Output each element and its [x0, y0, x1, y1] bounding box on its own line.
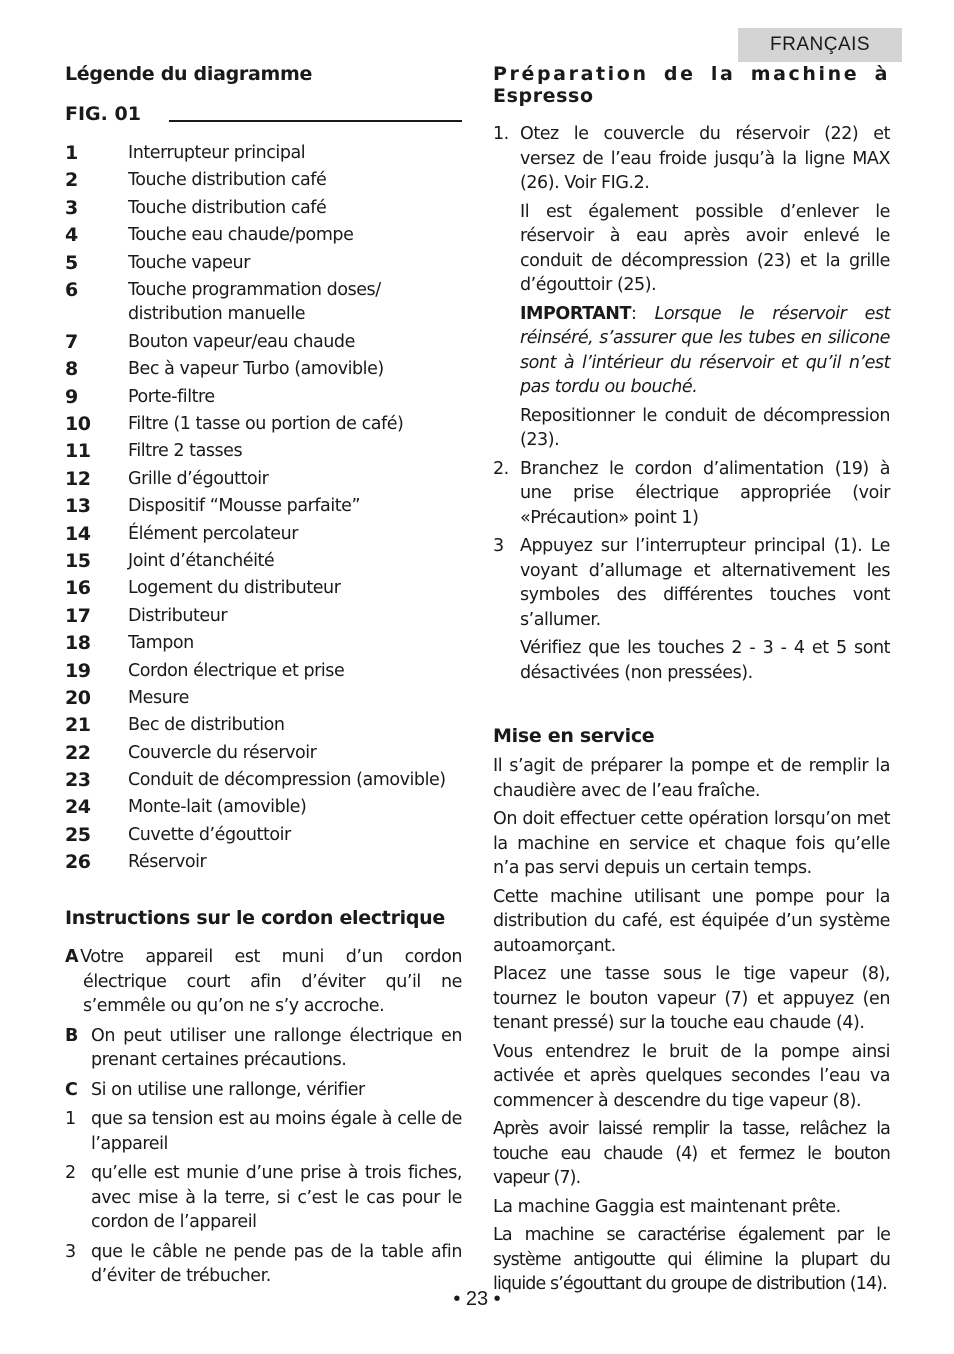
cord-item — [65, 1107, 462, 1156]
service-paragraph: La machine se caractérise également par le système antigoutte qui élimine la plupart du liquide s’égouttant du groupe de distribution (14). — [493, 1225, 890, 1294]
legend-item — [65, 850, 462, 875]
legend-item-text: Filtre (1 tasse ou portion de café) — [128, 414, 404, 435]
legend-item-text: Interrupteur principal — [128, 143, 306, 163]
figure-rule — [169, 120, 462, 122]
legend-item-text: Bec à vapeur Turbo (amovible) — [128, 359, 384, 380]
step-number: 1. — [493, 124, 509, 144]
cord-section — [65, 906, 462, 1294]
step-paragraph: Appuyez sur l’interrupteur principal (1). Le voyant d’allumage et alternativement les symboles des différentes touches vont s’allumer. — [520, 536, 890, 630]
legend-list — [65, 141, 462, 878]
cord-item — [65, 1024, 462, 1073]
legend-item-text: Tampon — [128, 633, 194, 654]
step-content — [520, 122, 890, 457]
legend-item-text: Conduit de décompression (amovible) — [128, 770, 446, 791]
legend-item-number: 7 — [65, 330, 78, 353]
service-section — [493, 724, 890, 1297]
legend-item-text: Bouton vapeur/eau chaude — [128, 331, 355, 352]
legend-item-number: 25 — [65, 823, 91, 846]
legend-item-number: 4 — [65, 224, 78, 247]
legend-item-number: 3 — [65, 196, 78, 219]
legend-item — [65, 768, 462, 793]
legend-item — [65, 439, 462, 464]
legend-item-text: Touche distribution café — [128, 170, 327, 191]
step-1 — [493, 122, 890, 457]
legend-item-text: Réservoir — [128, 852, 207, 873]
cord-item-marker: B — [65, 1025, 78, 1046]
legend-item — [65, 631, 462, 656]
legend-item-text: Touche programmation doses/ distribution manuelle — [128, 279, 381, 325]
important-label: IMPORTANT — [520, 303, 631, 324]
cord-item-marker: C — [65, 1079, 78, 1100]
legend-item — [65, 576, 462, 601]
service-paragraph: Cette machine utilisant une pompe pour la distribution du café, est équipée d’un système autoamorçant. — [493, 886, 890, 956]
legend-item — [65, 467, 462, 492]
legend-item — [65, 795, 462, 820]
legend-item-text: Cuvette d’égouttoir — [128, 824, 291, 845]
legend-item-number: 16 — [65, 577, 91, 600]
step-2 — [493, 457, 890, 535]
service-paragraph: On doit effectuer cette opération lorsqu’on met la machine en service et chaque fois qu’elle n’a pas servi depuis un certain temps. — [493, 809, 890, 878]
cord-item-marker: A — [65, 947, 79, 967]
cord-item — [65, 945, 462, 1019]
preparation-title-line1: Préparation de la machine à — [493, 63, 890, 85]
cord-item-text: Si on utilise une rallonge, vérifier — [91, 1079, 365, 1100]
legend-item-text: Logement du distributeur — [128, 578, 341, 599]
legend-item-text: Joint d’étanchéité — [128, 550, 275, 571]
language-tab: FRANÇAIS — [738, 28, 902, 62]
legend-item-number: 18 — [65, 632, 91, 655]
step-number: 2. — [493, 458, 509, 479]
cord-title: Instructions sur le cordon electrique — [65, 907, 445, 929]
legend-item-number: 11 — [65, 440, 91, 463]
legend-item-number: 13 — [65, 495, 91, 518]
legend-item-text: Bec de distribution — [128, 715, 285, 736]
service-paragraph: Après avoir laissé remplir la tasse, relâchez la touche eau chaude (4) et fermez le bouton vapeur (7). — [493, 1119, 890, 1188]
important-note — [520, 302, 890, 400]
legend-item-number: 15 — [65, 549, 91, 572]
legend-item-number: 20 — [65, 686, 91, 709]
cord-item-marker: 2 — [65, 1163, 76, 1183]
legend-item-number: 19 — [65, 659, 91, 682]
legend-item — [65, 385, 462, 410]
legend-item — [65, 659, 462, 684]
service-paragraph: Vous entendrez le bruit de la pompe ainsi activée et après quelques secondes l’eau va commencer à descendre du tige vapeur (8). — [493, 1041, 890, 1111]
legend-item-text: Distributeur — [128, 605, 228, 626]
legend-item-text: Dispositif “Mousse parfaite” — [128, 496, 361, 517]
legend-item-number: 8 — [65, 358, 78, 381]
legend-item — [65, 522, 462, 547]
legend-item — [65, 223, 462, 248]
legend-item-text: Touche vapeur — [128, 252, 250, 273]
legend-item-number: 9 — [65, 385, 78, 408]
service-title: Mise en service — [493, 725, 655, 747]
important-colon: : — [630, 303, 655, 324]
legend-item-number: 10 — [65, 413, 91, 436]
legend-item-number: 22 — [65, 741, 91, 764]
legend-item — [65, 357, 462, 382]
legend-item-number: 23 — [65, 769, 91, 792]
cord-item-text: que le câble ne pende pas de la table afin d’éviter de trébucher. — [91, 1241, 462, 1286]
legend-item-text: Touche distribution café — [128, 197, 327, 218]
cord-item-marker: 1 — [65, 1109, 76, 1129]
important-text: Lorsque le réservoir est réinséré, s’assurer que les tubes en silicone sont à l’intérieur du réservoir et qu’il n’est pas tordu ou bouché. — [520, 303, 890, 397]
service-paragraph: La machine Gaggia est maintenant prête. — [493, 1196, 841, 1217]
cord-item-text: qu’elle est munie d’une prise à trois fiches, avec mise à la terre, si c’est le cas pour le cordon de l’appareil — [91, 1163, 462, 1232]
legend-item — [65, 741, 462, 766]
legend-item-number: 2 — [65, 169, 78, 192]
legend-item — [65, 713, 462, 738]
step-number: 3 — [493, 536, 504, 556]
legend-item-number: 26 — [65, 851, 91, 874]
legend-item-text: Grille d’égouttoir — [128, 468, 269, 489]
step-paragraph: Vérifiez que les touches 2 - 3 - 4 et 5 sont désactivées (non pressées). — [520, 638, 890, 683]
preparation-section — [493, 60, 890, 689]
legend-item — [65, 494, 462, 519]
cord-item — [65, 1161, 462, 1235]
legend-item-number: 14 — [65, 522, 91, 545]
cord-item — [65, 1078, 462, 1103]
legend-item-number: 6 — [65, 278, 78, 301]
legend-item — [65, 823, 462, 848]
legend-item — [65, 330, 462, 355]
step-paragraph: Repositionner le conduit de décompression (23). — [520, 405, 890, 450]
legend-item — [65, 686, 462, 711]
legend-item-text: Touche eau chaude/pompe — [128, 225, 354, 246]
step-3 — [493, 534, 890, 689]
legend-item — [65, 549, 462, 574]
legend-item-text: Couvercle du réservoir — [128, 742, 317, 763]
legend-item — [65, 251, 462, 276]
legend-item-text: Filtre 2 tasses — [128, 441, 243, 462]
preparation-title-line2: Espresso — [493, 85, 594, 107]
preparation-steps — [493, 122, 890, 689]
legend-item-number: 5 — [65, 251, 78, 274]
step-paragraph: Otez le couvercle du réservoir (22) et versez de l’eau froide jusqu’à la ligne MAX (26). Voir FIG.2. — [520, 124, 890, 193]
page-number: • 23 • — [453, 1288, 501, 1310]
legend-item-number: 21 — [65, 714, 91, 737]
legend-item-number: 1 — [65, 142, 78, 164]
figure-label-row — [65, 100, 462, 128]
step-paragraph: Branchez le cordon d’alimentation (19) à une prise électrique appropriée (voir «Précaution» point 1) — [520, 458, 890, 528]
legend-item-text: Mesure — [128, 687, 189, 708]
legend-item-text: Porte-filtre — [128, 386, 215, 407]
legend-item-number: 24 — [65, 796, 91, 819]
legend-item — [65, 604, 462, 629]
legend-item-number: 12 — [65, 467, 91, 490]
service-paragraph: Il s’agit de préparer la pompe et de remplir la chaudière avec de l’eau fraîche. — [493, 756, 890, 801]
legend-item — [65, 141, 462, 166]
cord-item-text: Votre appareil est muni d’un cordon électrique court afin d’éviter qu’il ne s’emmêle ou qu’on ne s’y accroche. — [80, 947, 462, 1016]
legend-title: Légende du diagramme — [65, 63, 313, 85]
cord-item — [65, 1240, 462, 1289]
cord-item-text: que sa tension est au moins égale à celle de l’appareil — [91, 1109, 462, 1154]
legend-item-number: 17 — [65, 604, 91, 627]
cord-item-text: On peut utiliser une rallonge électrique en prenant certaines précautions. — [91, 1025, 462, 1070]
step-paragraph: Il est également possible d’enlever le réservoir à eau après avoir enlevé le conduit de décompression (23) et la grille d’égouttoir (25). — [520, 201, 890, 295]
legend-item-text: Élément percolateur — [128, 523, 298, 544]
cord-list — [65, 945, 462, 1289]
legend-item-text: Cordon électrique et prise — [128, 660, 345, 681]
step-content — [520, 534, 890, 689]
figure-label: FIG. 01 — [65, 103, 141, 125]
legend-item — [65, 278, 462, 327]
legend-item-text: Monte-lait (amovible) — [128, 797, 307, 818]
legend-item — [65, 412, 462, 437]
step-content — [520, 457, 890, 535]
service-paragraph: Placez une tasse sous le tige vapeur (8), tournez le bouton vapeur (7) et appuyez (en tenant pressé) sur la touche eau chaude (4). — [493, 964, 890, 1033]
legend-item — [65, 196, 462, 221]
legend-item — [65, 168, 462, 193]
cord-item-marker: 3 — [65, 1241, 76, 1262]
